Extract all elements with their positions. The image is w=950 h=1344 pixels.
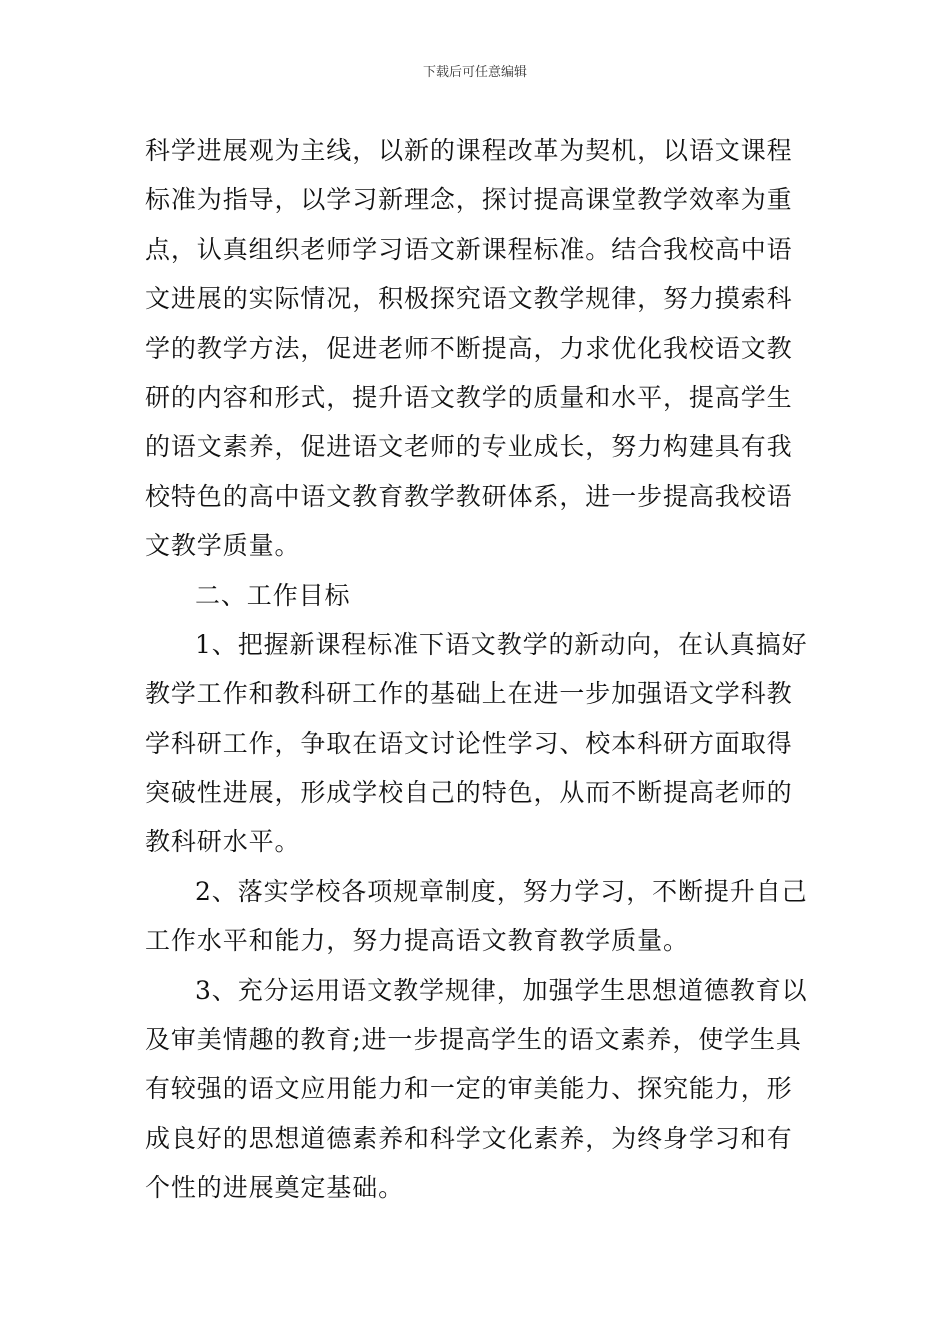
text-line: 学科研工作，争取在语文讨论性学习、校本科研方面取得 bbox=[145, 728, 793, 758]
text-line: 突破性进展，形成学校自己的特色，从而不断提高老师的 bbox=[145, 778, 793, 808]
text-line: 文进展的实际情况，积极探究语文教学规律，努力摸索科 bbox=[145, 284, 793, 314]
text-line: 学的教学方法，促进老师不断提高，力求优化我校语文教 bbox=[145, 333, 793, 363]
text-line: 的语文素养，促进语文老师的专业成长，努力构建具有我 bbox=[145, 432, 793, 462]
paragraph-start: 3、充分运用语文教学规律，加强学生思想道德教育以 bbox=[195, 975, 808, 1005]
text-line: 有较强的语文应用能力和一定的审美能力、探究能力，形 bbox=[145, 1074, 793, 1104]
text-line: 标准为指导，以学习新理念，探讨提高课堂教学效率为重 bbox=[145, 185, 793, 215]
text-line: 校特色的高中语文教育教学教研体系，进一步提高我校语 bbox=[145, 481, 793, 511]
text-line: 个性的进展奠定基础。 bbox=[145, 1173, 405, 1203]
page-header: 下载后可任意编辑 bbox=[422, 65, 527, 80]
text-line: 研的内容和形式，提升语文教学的质量和水平，提高学生 bbox=[145, 382, 793, 412]
text-line: 及审美情趣的教育;进一步提高学生的语文素养，使学生具 bbox=[145, 1025, 802, 1055]
text-line: 工作水平和能力，努力提高语文教育教学质量。 bbox=[145, 926, 689, 956]
text-line: 教科研水平。 bbox=[145, 827, 301, 857]
text-line: 点，认真组织老师学习语文新课程标准。结合我校高中语 bbox=[145, 234, 793, 264]
text-line: 文教学质量。 bbox=[145, 531, 301, 561]
text-line: 成良好的思想道德素养和科学文化素养，为终身学习和有 bbox=[145, 1123, 793, 1153]
text-line: 科学进展观为主线，以新的课程改革为契机，以语文课程 bbox=[145, 136, 793, 165]
section-heading: 二、工作目标 bbox=[195, 580, 351, 610]
document-body bbox=[145, 126, 807, 1213]
paragraph-start: 2、落实学校各项规章制度，努力学习，不断提升自己 bbox=[195, 876, 808, 906]
paragraph-start: 1、把握新课程标准下语文教学的新动向，在认真搞好 bbox=[195, 629, 808, 659]
text-line: 教学工作和教科研工作的基础上在进一步加强语文学科教 bbox=[145, 679, 793, 709]
